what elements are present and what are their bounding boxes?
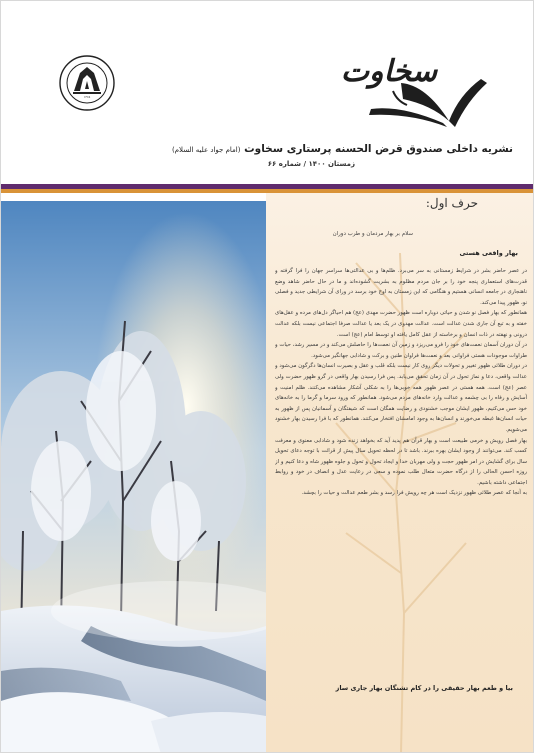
sakhavat-logo xyxy=(331,43,491,128)
paragraph: بهار فصل رویش و خرمی طبیعت است و بهار قرآن هم پدید آید که بخواهد زنده شود و شادابی معنوی و معرفت کسب کند. می‌توانند از وجود ایشان بهره ببرند. باشد تا در لحظه تحویل سال پیش از قرائت با توجه دعای تحویل سال برای گشایش در امر ظهور حجت و ولی مهربان خدا و ایجاد تحول و تحول و جلوه ظهور شاه و دعا کنیم و از روزه احسن الحالی را از درگاه حضرت متعال طلب نموده و سعی در رعایت عدل و انصاف در خود و روابط اجتماعی داشته باشیم. xyxy=(275,437,527,486)
fund-emblem xyxy=(58,53,116,113)
title-note: (امام جواد علیه السلام) xyxy=(171,146,241,154)
masthead xyxy=(1,1,534,193)
paragraph: در دوران طلائی ظهور تغییر و تحولات دیگر روی کار نیست بلکه قلب و عقل و بصیرت انسان‌ها دگرگون می‌شود و عدالت واقعی، دعا و نماز تحول در آن زمان تحقق می‌یابد. پس فرا رسیدن بهار واقعی در گرو ظهور حضرت ولی عصر (عج) است. همه هستی در عصر ظهور همه خوبی‌ها را به شکلی آشکار مشاهده می‌کنند. ظلم امنیت و آسایش و رفاه را بی چشمه و عدالت وارد خانه‌های مردم می‌شود. همانطور که ورود سرما و گرما را به خانه‌های خود حس می‌کنیم، ظهور ایشان موجب خشنودی و رضایت همگان است که شیفتگان و آسمانیان پس از ظهور به حیات انسان‌ها غبطه می‌خورند و انسان‌ها به وجود امامشان افتخار می‌کنند. همانطور که با فرا رسیدن بهار خشنود می‌شویم. xyxy=(275,363,527,433)
issue-info: زمستان ۱۴۰۰ / شماره ۶۶ xyxy=(267,160,355,168)
closing-line: بیا و طعم بهار حقیقی را در کام تشنگان بهار جاری ساز xyxy=(335,684,513,692)
winter-landscape-photo xyxy=(1,201,266,753)
paragraph: در عصر حاضر بشر در شرایط زمستانی به سر می‌برد. ظلم‌ها و بی عدالتی‌ها سراسر جهان را فرا گرفته و قدرت‌های استعماری پنجه خود را بر جان مردم مظلوم به بشریت گشوده‌اند و ما در حال حاضر شاهد وضع ناهنجاری در جامعه انسانی هستیم و هنگامی که این زمستان به اوج خود برسد در ورای آن شرایطی جدید و فصلی نو، ظهور پیدا می‌کند. xyxy=(275,268,527,306)
editorial-heading: حرف اول: xyxy=(425,196,478,210)
publication-title xyxy=(53,143,513,155)
svg-text:۱۳۶۵: ۱۳۶۵ xyxy=(83,95,91,99)
section-title: بهار واقعی هستی xyxy=(459,249,518,257)
greeting-line: سلام بر بهار مردمان و طرب دوران xyxy=(332,231,413,237)
logo-wordmark: سخاوت xyxy=(340,54,438,89)
paragraph: در آن دوران آسمان نعمت‌های خود را فرو می‌ریزد و زمین آن نعمت‌ها را حاصلش می‌کند و در مسیر رشد، حیات و طراوات موجودات هستی فراوانی بعد و نعمت‌ها فراوان طنین و برکت و شادابی جهانگیر می‌شود. xyxy=(275,342,527,359)
title-main: نشریه داخلی صندوق قرض الحسنه پرستاری سخاوت xyxy=(244,143,513,155)
paragraph: همانطور که بهار فصل نو شدن و حیاتی دوباره است ظهور حضرت مهدی (عج) هم احیاگر دل‌های مرده و عقل‌های خفته و به تبع آن جاری شدن عدالت است. عدالت مهدوی در یک بعد یا عدالت صرفا اجتماعی نیست بلکه عدالت درونی و نهفته در ذات انسان و برخاسته از عقل کامل یافته او توسط امام (عج) است. xyxy=(275,310,527,338)
article-body xyxy=(275,266,527,671)
paragraph: به آنجا که عصر طلائی ظهور نزدیک است هر چه رویش فرا رسد و بشر طعم عدالت و حیات را بچشد. xyxy=(301,490,527,497)
